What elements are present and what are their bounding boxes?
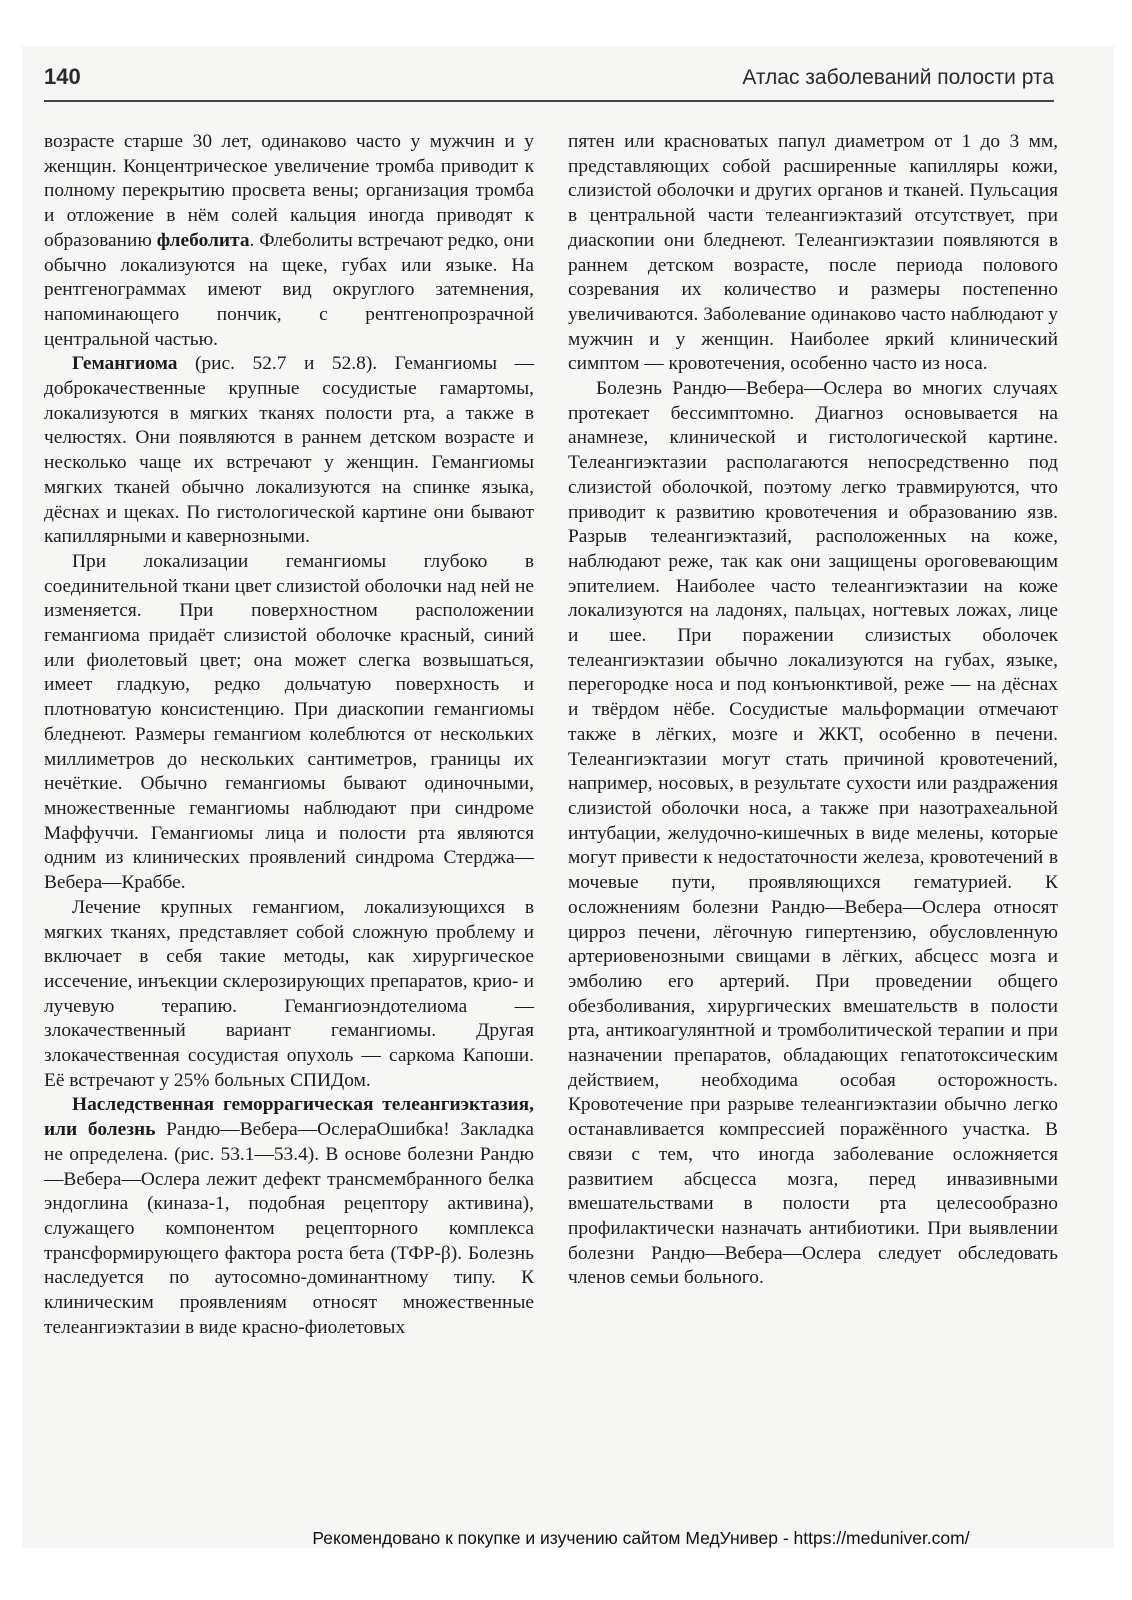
paragraph-hemangioma: Гемангиома (рис. 52.7 и 52.8). Гемангиомы — доброкачественные крупные сосудистые гамартомы, локализуются в мягких тканях полости рта, а также в челюстях. Они появляются в раннем детском возрасте и несколько чаще их встречают у женщин. Гемангиомы мягких тканей обычно локализуются на спинке языка, дёснах и щеках. По гистологической картине они бывают капиллярными и кавернозными. (44, 353, 534, 548)
term-phlebolith: флеболита (156, 229, 250, 251)
header-divider (44, 100, 1054, 102)
paragraph: Лечение крупных гемангиом, локализующихся в мягких тканях, представляет собой сложную проблему и включает в себя такие методы, как хирургическое иссечение, инъекции склерозирующих препаратов, крио- и лучевую терапию. Гемангиоэндотелиома — злокачественный вариант гемангиомы. Другая злокачественная сосудистая опухоль — саркома Капоши. Её встречают у 25% больных СПИДом. (44, 896, 534, 1091)
page-number: 140 (44, 64, 81, 89)
paragraph: пятен или красноватых папул диаметром от 1 до 3 мм, представляющих собой расширенные капилляры кожи, слизистой оболочки и других органов и тканей. Пульсация в центральной части телеангиэктазий отсутствует, при диаскопии они бледнеют. Телеангиэктазии появляются в раннем детском возрасте, после периода полового созревания их количество и размеры постепенно увеличиваются. Заболевание одинаково часто наблюдают у мужчин и у женщин. Наиболее яркий клинический симптом — кровотечения, особенно часто из носа. (568, 131, 1058, 375)
right-column (568, 130, 1058, 1291)
running-header (44, 64, 1054, 104)
term-hemangioma: Гемангиома (72, 353, 178, 375)
book-title: Атлас заболеваний полости рта (742, 66, 1054, 89)
left-column (44, 130, 534, 1340)
paragraph: Болезнь Рандю—Вебера—Ослера во многих случаях протекает бессимптомно. Диагноз основывается на анамнезе, клинической и гистологической картине. Телеангиэктазии располагаются непосредственно под слизистой оболочкой, поэтому легко травмируются, что приводит к развитию кровотечения и образованию язв. Разрыв телеангиэктазий, расположенных на коже, наблюдают реже, так как они защищены ороговевающим эпителием. Наиболее часто телеангиэктазии на коже локализуются на ладонях, пальцах, ногтевых ложах, лице и шее. При поражении слизистых оболочек телеангиэктазии обычно локализуются на губах, языке, перегородке носа и под конъюнктивой, реже — на дёснах и твёрдом нёбе. Сосудистые мальформации отмечают также в лёгких, мозге и ЖКТ, особенно в печени. Телеангиэктазии могут стать причиной кровотечений, например, носовых, в результате сухости или раздражения слизистой оболочки носа, а также при назотрахеальной интубации, желудочно-кишечных в виде мелены, которые могут привести к недостаточности железа, кровотечений в мочевые пути, проявляющихся гематурией. К осложнениям болезни Рандю—Вебера—Ослера относят цирроз печени, лёгочную гипертензию, обусловленную артериовенозными свищами в лёгких, абсцесс мозга и эмболию его артерий. При проведении общего обезболивания, хирургических вмешательств в полости рта, антикоагулянтной и тромболитической терапии и при назначении препаратов, обладающих гепатотоксическим действием, необходима особая осторожность. Кровотечение при разрыве телеангиэктазии обычно легко останавливается компрессией поражённого участка. В связи с тем, что иногда заболевание осложняется развитием абсцесса мозга, перед инвазивными вмешательствами в полости рта целесообразно профилактически назначать антибиотики. При выявлении болезни Рандю—Вебера—Ослера следует обследовать членов семьи больного. (568, 378, 1058, 1289)
paragraph-rendu-osler: Наследственная геморрагическая телеангиэктазия, или болезнь Рандю—Вебера—ОслераОшибка! Закладка не определена. (рис. 53.1—53.4). В основе болезни Рандю—Вебера—Ослера лежит дефект трансмембранного белка эндоглина (киназа-1, подобная рецептору активина), служащего компонентом рецепторного комплекса трансформирующего фактора роста бета (ТФР-β). Болезнь наследуется по аутосомно-доминантному типу. К клиническим проявлениям относят множественные телеангиэктазии в виде красно-фиолетовых (44, 1094, 535, 1338)
term-hereditary-telangiectasia: Наследственная геморрагическая телеангиэктазия, или болезнь (44, 1094, 534, 1141)
paragraph: возрасте старше 30 лет, одинаково часто у мужчин и у женщин. Концентрическое увеличение тромба приводит к полному перекрытию просвета вены; организация тромба и отложение в нём солей кальция иногда приводят к образованию флеболита. Флеболиты встречают редко, они обычно локализуются на щеке, губах или языке. На рентгенограммах имеют вид округлого затемнения, напоминающего пончик, с рентгенопрозрачной центральной частью. (44, 131, 534, 350)
footer-note: Рекомендовано к покупке и изучению сайтом МедУнивер - https://meduniver.com/ (312, 1528, 970, 1548)
paragraph: При локализации гемангиомы глубоко в соединительной ткани цвет слизистой оболочки над ней не изменяется. При поверхностном расположении гемангиома придаёт слизистой оболочке красный, синий или фиолетовый цвет; она может слегка возвышаться, имеет гладкую, редко дольчатую поверхность и плотноватую консистенцию. При диаскопии гемангиомы бледнеют. Размеры гемангиом колеблются от нескольких миллиметров до нескольких сантиметров, границы их нечёткие. Обычно гемангиомы бывают одиночными, множественные гемангиомы наблюдают при синдроме Маффуччи. Гемангиомы лица и полости рта являются одним из клинических проявлений синдрома Стерджа—Вебера—Краббе. (44, 550, 534, 894)
